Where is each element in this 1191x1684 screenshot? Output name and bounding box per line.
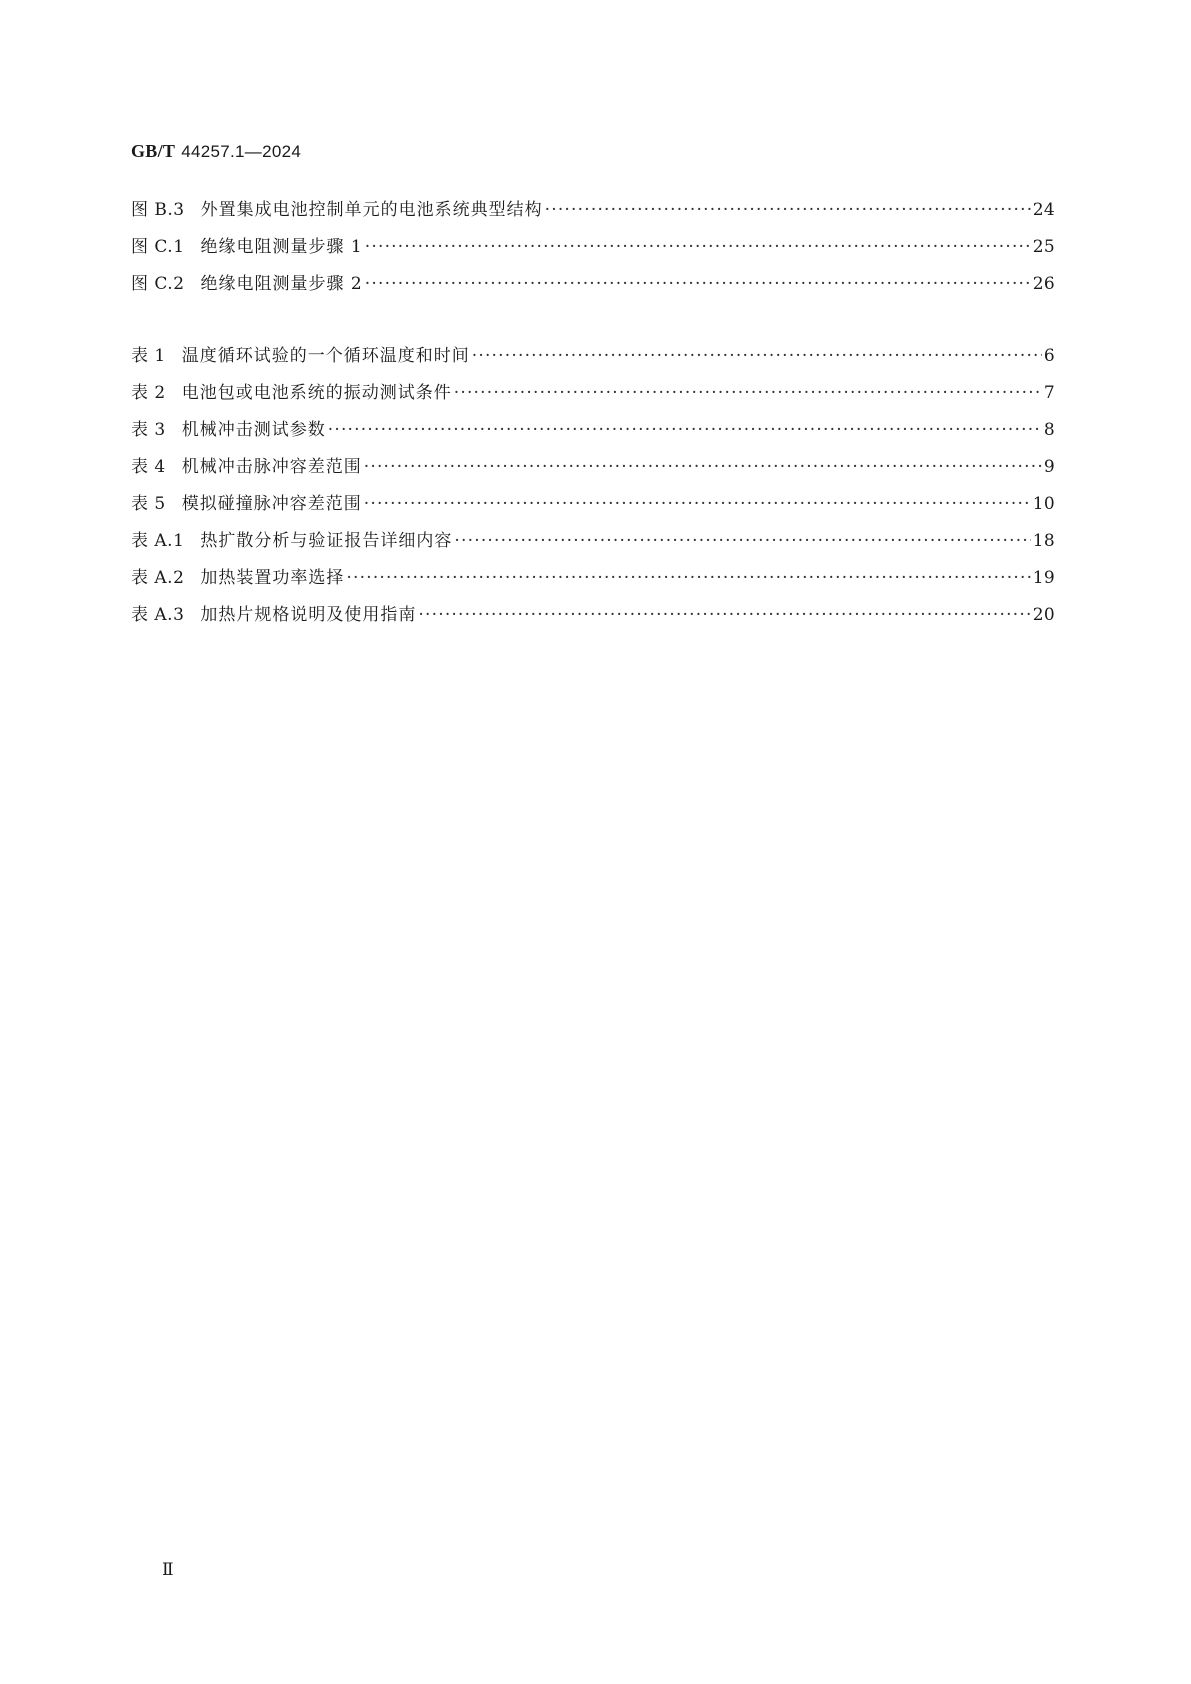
toc-entry-table[interactable] [131, 489, 1055, 526]
toc-entry-title: 热扩散分析与验证报告详细内容 [200, 531, 453, 551]
toc-entry-figure[interactable] [131, 232, 1055, 269]
toc-entry-title: 电池包或电池系统的振动测试条件 [181, 383, 452, 403]
figure-list [131, 195, 1055, 306]
document-header [131, 141, 301, 162]
toc-entry-title: 绝缘电阻测量步骤 2 [200, 274, 363, 294]
standard-prefix: GB/T [131, 141, 176, 161]
dot-leader [545, 200, 1031, 220]
toc-entry-table[interactable] [131, 378, 1055, 415]
toc-entry-label: 图 B.3 [131, 200, 185, 220]
toc-entry-title: 加热片规格说明及使用指南 [200, 605, 417, 625]
dot-leader [364, 457, 1042, 477]
dot-leader [365, 274, 1031, 294]
toc-entry-label: 图 C.2 [131, 274, 185, 294]
dot-leader [365, 237, 1031, 257]
standard-number: 44257.1—2024 [181, 142, 302, 161]
dot-leader [346, 568, 1030, 588]
table-list [131, 341, 1055, 637]
toc-entry-page: 24 [1032, 200, 1055, 220]
dot-leader [472, 346, 1042, 366]
toc-entry-page: 6 [1043, 346, 1055, 366]
toc-entry-label: 表 4 [131, 457, 166, 477]
toc-entry-page: 18 [1032, 531, 1055, 551]
toc-entry-title: 加热装置功率选择 [200, 568, 345, 588]
toc-entry-label: 表 A.3 [131, 605, 185, 625]
toc-entry-title: 机械冲击测试参数 [181, 420, 326, 440]
toc-entry-table[interactable] [131, 415, 1055, 452]
dot-leader [328, 420, 1042, 440]
dot-leader [364, 494, 1031, 514]
toc-entry-page: 19 [1032, 568, 1055, 588]
page-number: Ⅱ [162, 1560, 174, 1579]
toc-entry-page: 25 [1032, 237, 1055, 257]
dot-leader [454, 383, 1042, 403]
toc-entry-table[interactable] [131, 341, 1055, 378]
toc-entry-page: 8 [1043, 420, 1055, 440]
toc-entry-figure[interactable] [131, 269, 1055, 306]
toc-entry-title: 模拟碰撞脉冲容差范围 [181, 494, 362, 514]
toc-entry-table[interactable] [131, 452, 1055, 489]
toc-entry-label: 表 2 [131, 383, 166, 403]
toc-entry-page: 10 [1032, 494, 1055, 514]
toc-entry-label: 表 5 [131, 494, 166, 514]
toc-entry-title: 温度循环试验的一个循环温度和时间 [181, 346, 470, 366]
toc-entry-title: 外置集成电池控制单元的电池系统典型结构 [200, 200, 543, 220]
toc-entry-label: 表 A.1 [131, 531, 185, 551]
toc-entry-label: 表 1 [131, 346, 166, 366]
toc-entry-table[interactable] [131, 526, 1055, 563]
toc-entry-label: 图 C.1 [131, 237, 185, 257]
toc-entry-page: 7 [1043, 383, 1055, 403]
toc-entry-page: 9 [1043, 457, 1055, 477]
toc-entry-table[interactable] [131, 563, 1055, 600]
toc-entry-table[interactable] [131, 600, 1055, 637]
toc-entry-label: 表 3 [131, 420, 166, 440]
toc-entry-figure[interactable] [131, 195, 1055, 232]
dot-leader [418, 605, 1030, 625]
toc-entry-label: 表 A.2 [131, 568, 185, 588]
toc-entry-title: 机械冲击脉冲容差范围 [181, 457, 362, 477]
toc-entry-page: 26 [1032, 274, 1055, 294]
toc-entry-page: 20 [1032, 605, 1055, 625]
toc-entry-title: 绝缘电阻测量步骤 1 [200, 237, 363, 257]
dot-leader [454, 531, 1030, 551]
